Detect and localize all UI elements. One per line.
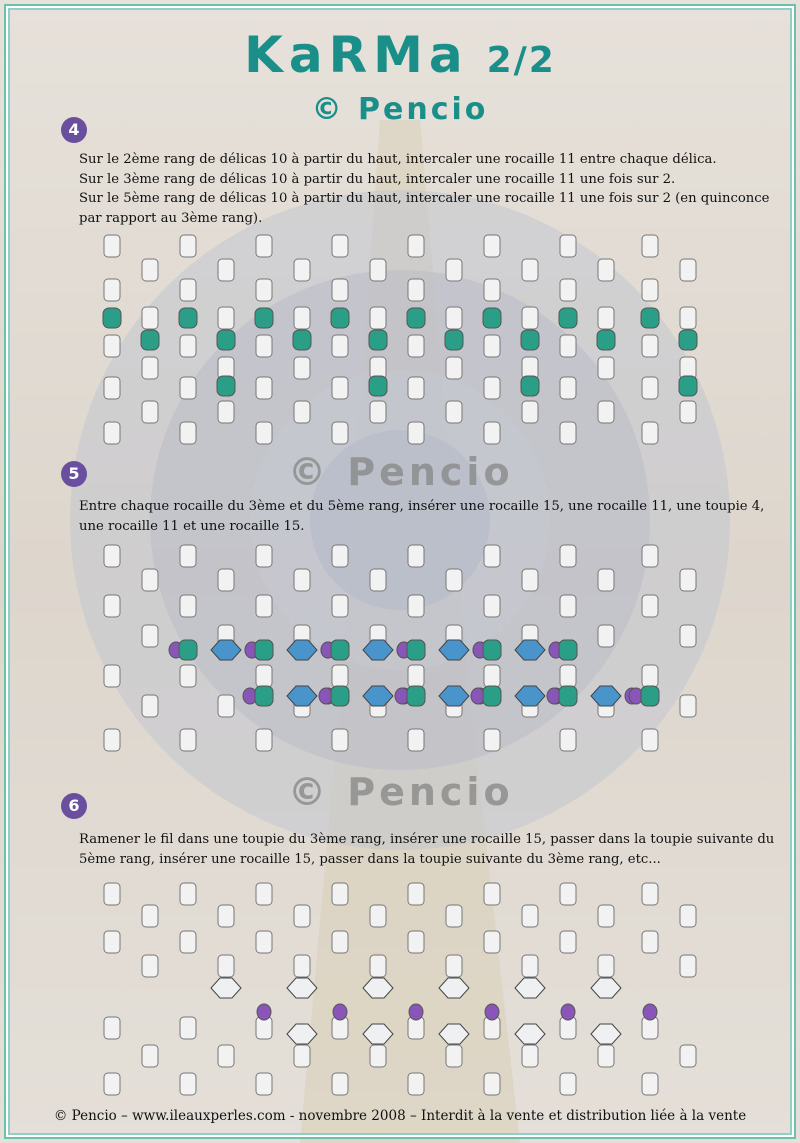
delica-bead [408, 729, 424, 751]
rocaille-11-bead [407, 686, 425, 706]
rocaille-11-bead [255, 308, 273, 328]
delica-bead [680, 569, 696, 591]
delica-bead [642, 595, 658, 617]
delica-bead [680, 307, 696, 329]
rocaille-11-bead [331, 640, 349, 660]
delica-bead [642, 279, 658, 301]
toupie-bead [363, 978, 393, 998]
delica-bead [560, 422, 576, 444]
delica-bead [560, 931, 576, 953]
delica-bead [680, 401, 696, 423]
delica-bead [680, 1045, 696, 1067]
delica-bead [408, 279, 424, 301]
step-4-line-4: par rapport au 3ème rang). [79, 210, 263, 226]
delica-bead [180, 595, 196, 617]
delica-bead [484, 422, 500, 444]
toupie-bead [591, 978, 621, 998]
delica-bead [408, 1073, 424, 1095]
step-5-diagram [0, 536, 800, 761]
delica-bead [522, 569, 538, 591]
title-credit: © Pencio [311, 92, 489, 127]
step-4-line-3: Sur le 5ème rang de délicas 10 à partir du haut, intercaler une rocaille 11 une fois sur 2 (en quinconce [79, 191, 770, 206]
step-6-text [79, 830, 775, 869]
delica-bead [180, 665, 196, 687]
delica-bead [332, 235, 348, 257]
delica-bead [104, 545, 120, 567]
rocaille-11-bead [255, 686, 273, 706]
delica-bead [642, 335, 658, 357]
delica-bead [256, 279, 272, 301]
rocaille-11-bead [641, 308, 659, 328]
rocaille-15-bead [561, 1004, 575, 1020]
delica-bead [560, 235, 576, 257]
delica-bead [294, 401, 310, 423]
delica-bead [680, 625, 696, 647]
rocaille-11-bead [407, 308, 425, 328]
delica-bead [142, 569, 158, 591]
delica-bead [522, 259, 538, 281]
delica-bead [104, 931, 120, 953]
rocaille-11-bead [255, 640, 273, 660]
delica-bead [446, 401, 462, 423]
delica-bead [142, 955, 158, 977]
step-6-line-2: 5ème rang, insérer une rocaille 15, passer dans la toupie suivante du 3ème rang, etc... [79, 851, 661, 867]
watermark-2: © Pencio [288, 770, 514, 814]
delica-bead [642, 729, 658, 751]
delica-bead [104, 595, 120, 617]
footer: © Pencio – www.ileauxperles.com - novembre 2008 – Interdit à la vente et distribution liée à la vente [53, 1108, 747, 1124]
delica-bead [408, 931, 424, 953]
toupie-bead [287, 978, 317, 998]
delica-bead [218, 905, 234, 927]
delica-bead [560, 279, 576, 301]
delica-bead [180, 279, 196, 301]
delica-bead [642, 235, 658, 257]
delica-bead [522, 1045, 538, 1067]
delica-bead [560, 883, 576, 905]
delica-bead [294, 905, 310, 927]
delica-bead [218, 401, 234, 423]
rocaille-11-bead [559, 308, 577, 328]
rocaille-11-bead [217, 376, 235, 396]
delica-bead [560, 729, 576, 751]
delica-bead [218, 307, 234, 329]
delica-bead [370, 1045, 386, 1067]
delica-bead [598, 401, 614, 423]
delica-bead [332, 279, 348, 301]
rocaille-15-bead [643, 1004, 657, 1020]
delica-bead [370, 955, 386, 977]
delica-bead [560, 665, 576, 687]
rocaille-11-bead [483, 640, 501, 660]
delica-bead [522, 905, 538, 927]
delica-bead [104, 729, 120, 751]
rocaille-11-bead [445, 330, 463, 350]
toupie-bead [287, 1024, 317, 1044]
delica-bead [560, 377, 576, 399]
delica-bead [180, 235, 196, 257]
delica-bead [180, 377, 196, 399]
delica-bead [408, 595, 424, 617]
delica-bead [560, 545, 576, 567]
toupie-bead [287, 686, 317, 706]
delica-bead [522, 401, 538, 423]
delica-bead [142, 259, 158, 281]
step-5-line-1: Entre chaque rocaille du 3ème et du 5ème rang, insérer une rocaille 15, une rocaille 11, une toupie 4, [79, 499, 765, 514]
toupie-bead [591, 1024, 621, 1044]
delica-bead [104, 279, 120, 301]
title-text: KaRMa [244, 26, 469, 84]
delica-bead [332, 931, 348, 953]
delica-bead [256, 665, 272, 687]
delica-bead [484, 595, 500, 617]
delica-bead [680, 259, 696, 281]
delica-bead [484, 335, 500, 357]
delica-bead [370, 307, 386, 329]
toupie-bead [515, 640, 545, 660]
delica-bead [370, 569, 386, 591]
rocaille-11-bead [641, 686, 659, 706]
rocaille-11-bead [483, 308, 501, 328]
delica-bead [142, 401, 158, 423]
rocaille-11-bead [217, 330, 235, 350]
delica-bead [294, 1045, 310, 1067]
delica-bead [332, 377, 348, 399]
delica-bead [218, 259, 234, 281]
delica-bead [408, 235, 424, 257]
delica-bead [484, 279, 500, 301]
delica-bead [522, 955, 538, 977]
delica-bead [484, 545, 500, 567]
delica-bead [484, 883, 500, 905]
toupie-bead [439, 686, 469, 706]
delica-bead [680, 905, 696, 927]
step-4-line-1: Sur le 2ème rang de délicas 10 à partir du haut, intercaler une rocaille 11 entre chaque délica. [79, 152, 717, 167]
step-6-badge: 6 [61, 793, 87, 819]
delica-bead [598, 625, 614, 647]
delica-bead [598, 259, 614, 281]
delica-bead [256, 1073, 272, 1095]
delica-bead [104, 422, 120, 444]
delica-bead [370, 905, 386, 927]
delica-bead [218, 955, 234, 977]
delica-bead [560, 1073, 576, 1095]
rocaille-15-bead [333, 1004, 347, 1020]
delica-bead [484, 729, 500, 751]
rocaille-11-bead [521, 376, 539, 396]
toupie-bead [515, 978, 545, 998]
step-5-text [79, 497, 765, 536]
rocaille-11-bead [331, 686, 349, 706]
delica-bead [294, 357, 310, 379]
rocaille-11-bead [679, 376, 697, 396]
toupie-bead [439, 978, 469, 998]
delica-bead [256, 377, 272, 399]
delica-bead [408, 545, 424, 567]
delica-bead [332, 665, 348, 687]
delica-bead [598, 905, 614, 927]
step-4-diagram [0, 228, 800, 448]
delica-bead [142, 307, 158, 329]
rocaille-11-bead [179, 640, 197, 660]
delica-bead [256, 422, 272, 444]
delica-bead [560, 335, 576, 357]
rocaille-11-bead [559, 640, 577, 660]
rocaille-11-bead [369, 376, 387, 396]
toupie-bead [439, 640, 469, 660]
delica-bead [142, 905, 158, 927]
watermark-1: © Pencio [288, 450, 514, 494]
delica-bead [256, 729, 272, 751]
delica-bead [598, 357, 614, 379]
delica-bead [256, 883, 272, 905]
delica-bead [598, 307, 614, 329]
delica-bead [484, 377, 500, 399]
delica-bead [332, 883, 348, 905]
delica-bead [408, 335, 424, 357]
delica-bead [218, 1045, 234, 1067]
delica-bead [180, 1017, 196, 1039]
step-6-diagram [0, 876, 800, 1098]
step-4-line-2: Sur le 3ème rang de délicas 10 à partir du haut, intercaler une rocaille 11 une fois sur 2. [79, 171, 676, 187]
delica-bead [642, 931, 658, 953]
rocaille-11-bead [141, 330, 159, 350]
toupie-bead [363, 640, 393, 660]
delica-bead [446, 955, 462, 977]
delica-bead [256, 545, 272, 567]
rocaille-11-bead [679, 330, 697, 350]
delica-bead [522, 307, 538, 329]
delica-bead [142, 625, 158, 647]
delica-bead [332, 595, 348, 617]
delica-bead [598, 569, 614, 591]
step-6-line-1: Ramener le fil dans une toupie du 3ème rang, insérer une rocaille 15, passer dans la toupie suivante du [79, 832, 775, 847]
delica-bead [370, 401, 386, 423]
delica-bead [104, 335, 120, 357]
delica-bead [446, 569, 462, 591]
delica-bead [180, 1073, 196, 1095]
delica-bead [142, 357, 158, 379]
rocaille-11-bead [331, 308, 349, 328]
toupie-bead [287, 640, 317, 660]
delica-bead [484, 1073, 500, 1095]
delica-bead [642, 1073, 658, 1095]
delica-bead [446, 307, 462, 329]
rocaille-11-bead [293, 330, 311, 350]
delica-bead [180, 883, 196, 905]
delica-bead [408, 883, 424, 905]
delica-bead [598, 955, 614, 977]
step-4-text [79, 150, 770, 228]
delica-bead [104, 1073, 120, 1095]
delica-bead [180, 545, 196, 567]
rocaille-11-bead [483, 686, 501, 706]
step-4-badge: 4 [61, 117, 87, 143]
rocaille-15-bead [409, 1004, 423, 1020]
delica-bead [294, 259, 310, 281]
delica-bead [446, 357, 462, 379]
delica-bead [104, 377, 120, 399]
delica-bead [484, 931, 500, 953]
delica-bead [218, 569, 234, 591]
delica-bead [180, 422, 196, 444]
delica-bead [484, 235, 500, 257]
delica-bead [294, 955, 310, 977]
delica-bead [332, 1073, 348, 1095]
delica-bead [370, 259, 386, 281]
delica-bead [598, 1045, 614, 1067]
delica-bead [218, 695, 234, 717]
delica-bead [180, 931, 196, 953]
rocaille-11-bead [597, 330, 615, 350]
delica-bead [256, 335, 272, 357]
delica-bead [642, 377, 658, 399]
delica-bead [642, 422, 658, 444]
delica-bead [180, 729, 196, 751]
delica-bead [256, 595, 272, 617]
rocaille-15-bead [485, 1004, 499, 1020]
toupie-bead [211, 978, 241, 998]
delica-bead [180, 335, 196, 357]
page-title [0, 26, 800, 84]
rocaille-11-bead [407, 640, 425, 660]
rocaille-11-bead [179, 308, 197, 328]
delica-bead [680, 695, 696, 717]
rocaille-11-bead [559, 686, 577, 706]
delica-bead [294, 307, 310, 329]
delica-bead [332, 545, 348, 567]
delica-bead [332, 729, 348, 751]
delica-bead [484, 665, 500, 687]
toupie-bead [211, 640, 241, 660]
delica-bead [642, 883, 658, 905]
toupie-bead [591, 686, 621, 706]
toupie-bead [363, 1024, 393, 1044]
delica-bead [446, 1045, 462, 1067]
delica-bead [332, 335, 348, 357]
delica-bead [408, 377, 424, 399]
delica-bead [446, 259, 462, 281]
rocaille-11-bead [103, 308, 121, 328]
delica-bead [332, 422, 348, 444]
toupie-bead [439, 1024, 469, 1044]
step-5-badge: 5 [61, 461, 87, 487]
toupie-bead [515, 686, 545, 706]
delica-bead [104, 665, 120, 687]
delica-bead [408, 422, 424, 444]
delica-bead [104, 883, 120, 905]
delica-bead [142, 1045, 158, 1067]
rocaille-11-bead [521, 330, 539, 350]
rocaille-11-bead [369, 330, 387, 350]
rocaille-15-bead [257, 1004, 271, 1020]
delica-bead [642, 545, 658, 567]
title-part: 2/2 [486, 40, 556, 81]
delica-bead [408, 665, 424, 687]
delica-bead [256, 235, 272, 257]
toupie-bead [515, 1024, 545, 1044]
step-5-line-2: une rocaille 11 et une rocaille 15. [79, 518, 305, 534]
delica-bead [560, 595, 576, 617]
delica-bead [104, 235, 120, 257]
delica-bead [104, 1017, 120, 1039]
delica-bead [680, 955, 696, 977]
delica-bead [446, 905, 462, 927]
delica-bead [142, 695, 158, 717]
delica-bead [256, 931, 272, 953]
delica-bead [642, 665, 658, 687]
toupie-bead [363, 686, 393, 706]
delica-bead [294, 569, 310, 591]
